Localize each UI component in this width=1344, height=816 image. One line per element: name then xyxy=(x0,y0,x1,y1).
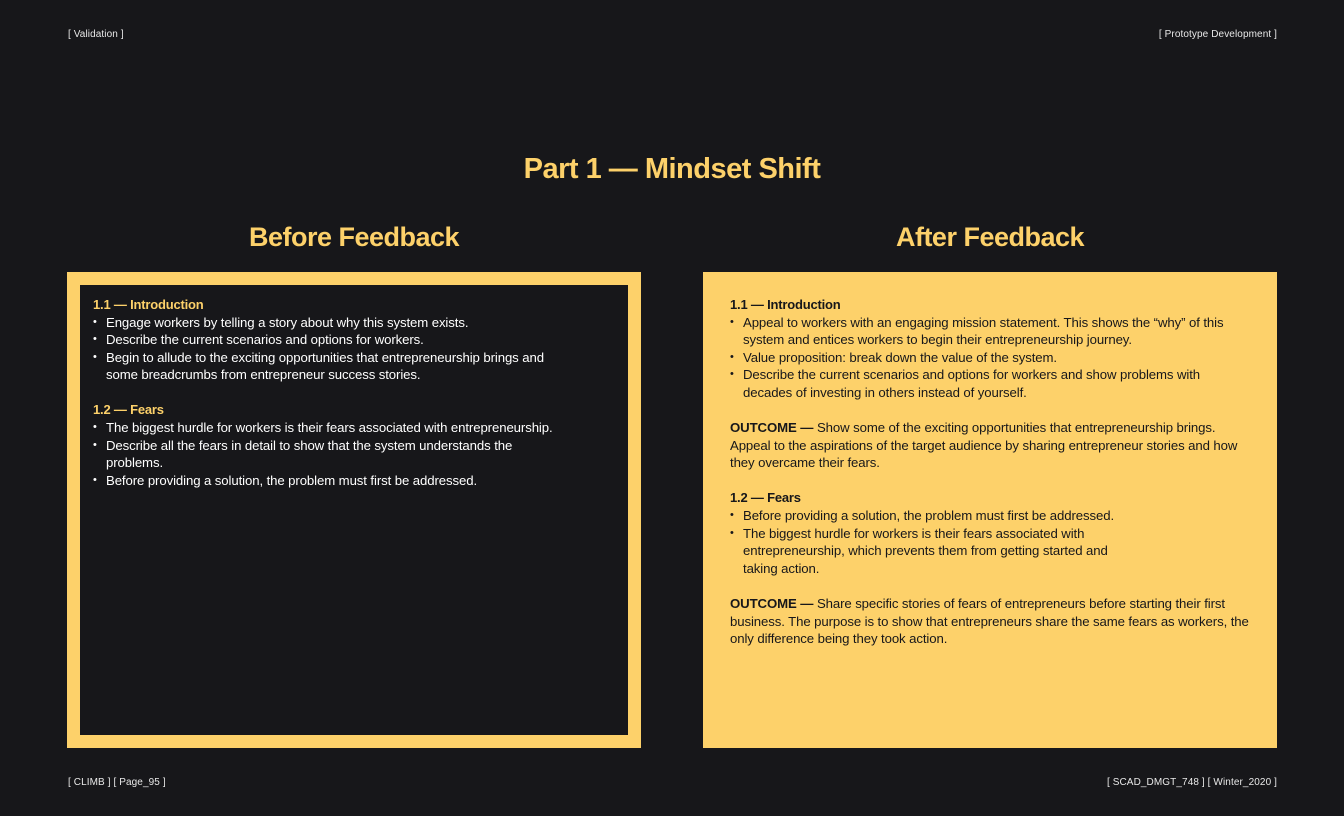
before-feedback-panel xyxy=(67,272,641,748)
before-fears-list xyxy=(93,419,616,489)
after-introduction-list xyxy=(730,314,1251,402)
list-item: • Describe the current scenarios and options for workers. xyxy=(93,331,616,349)
outcome-text: Share specific stories of fears of entrepreneurs before starting their first business. The purpose is to show that entrepreneurs share the same fears as workers, the only difference being they took action. xyxy=(730,595,1249,647)
before-feedback-heading: Before Feedback xyxy=(248,222,460,252)
list-item: • Before providing a solution, the problem must first be addressed. xyxy=(93,472,616,490)
list-item: • The biggest hurdle for workers is their fears associated with entrepreneurship, which prevents them from getting started and taking action. xyxy=(730,525,1143,578)
list-item: • Engage workers by telling a story about why this system exists. xyxy=(93,314,616,332)
introduction-outcome xyxy=(730,419,1251,472)
list-item: • Before providing a solution, the problem must first be addressed. xyxy=(730,507,1251,525)
after-fears-list xyxy=(730,507,1251,577)
fears-outcome xyxy=(730,595,1251,648)
after-section-fears-title: 1.2 — Fears xyxy=(730,490,801,506)
list-item: • Describe all the fears in detail to show that the system understands the problems. xyxy=(93,437,556,472)
outcome-label: OUTCOME — xyxy=(730,420,814,436)
footer-page-label: [ CLIMB ] [ Page_95 ] xyxy=(68,777,166,788)
after-feedback-panel xyxy=(703,272,1277,748)
header-chapter-label: [ Prototype Development ] xyxy=(1158,29,1277,40)
before-section-introduction-title: 1.1 — Introduction xyxy=(93,297,204,312)
before-section-fears-title: 1.2 — Fears xyxy=(93,402,164,418)
list-item: • The biggest hurdle for workers is their fears associated with entrepreneurship. xyxy=(93,419,616,437)
before-introduction-list xyxy=(93,314,616,384)
after-feedback-heading: After Feedback xyxy=(895,222,1085,252)
after-section-introduction-title: 1.1 — Introduction xyxy=(730,297,841,312)
list-item: • Value proposition: break down the value of the system. xyxy=(730,349,1251,367)
list-item: • Appeal to workers with an engaging mission statement. This shows the “why” of this system and entices workers to begin their entrepreneurship journey. xyxy=(730,314,1251,349)
footer-course-label: [ SCAD_DMGT_748 ] [ Winter_2020 ] xyxy=(1106,777,1277,788)
list-item: • Begin to allude to the exciting opportunities that entrepreneurship brings and some breadcrumbs from entrepreneur success stories. xyxy=(93,349,546,384)
header-section-label: [ Validation ] xyxy=(68,29,124,40)
outcome-label: OUTCOME — xyxy=(730,595,814,611)
before-feedback-content xyxy=(80,285,628,735)
page-title: Part 1 — Mindset Shift xyxy=(523,153,821,185)
outcome-text: Show some of the exciting opportunities that entrepreneurship brings. Appeal to the aspirations of the target audience by sharing entrepreneur stories and how they overcame their fears. xyxy=(730,420,1238,471)
list-item: • Describe the current scenarios and options for workers and show problems with decades of investing in others instead of yourself. xyxy=(730,366,1251,401)
